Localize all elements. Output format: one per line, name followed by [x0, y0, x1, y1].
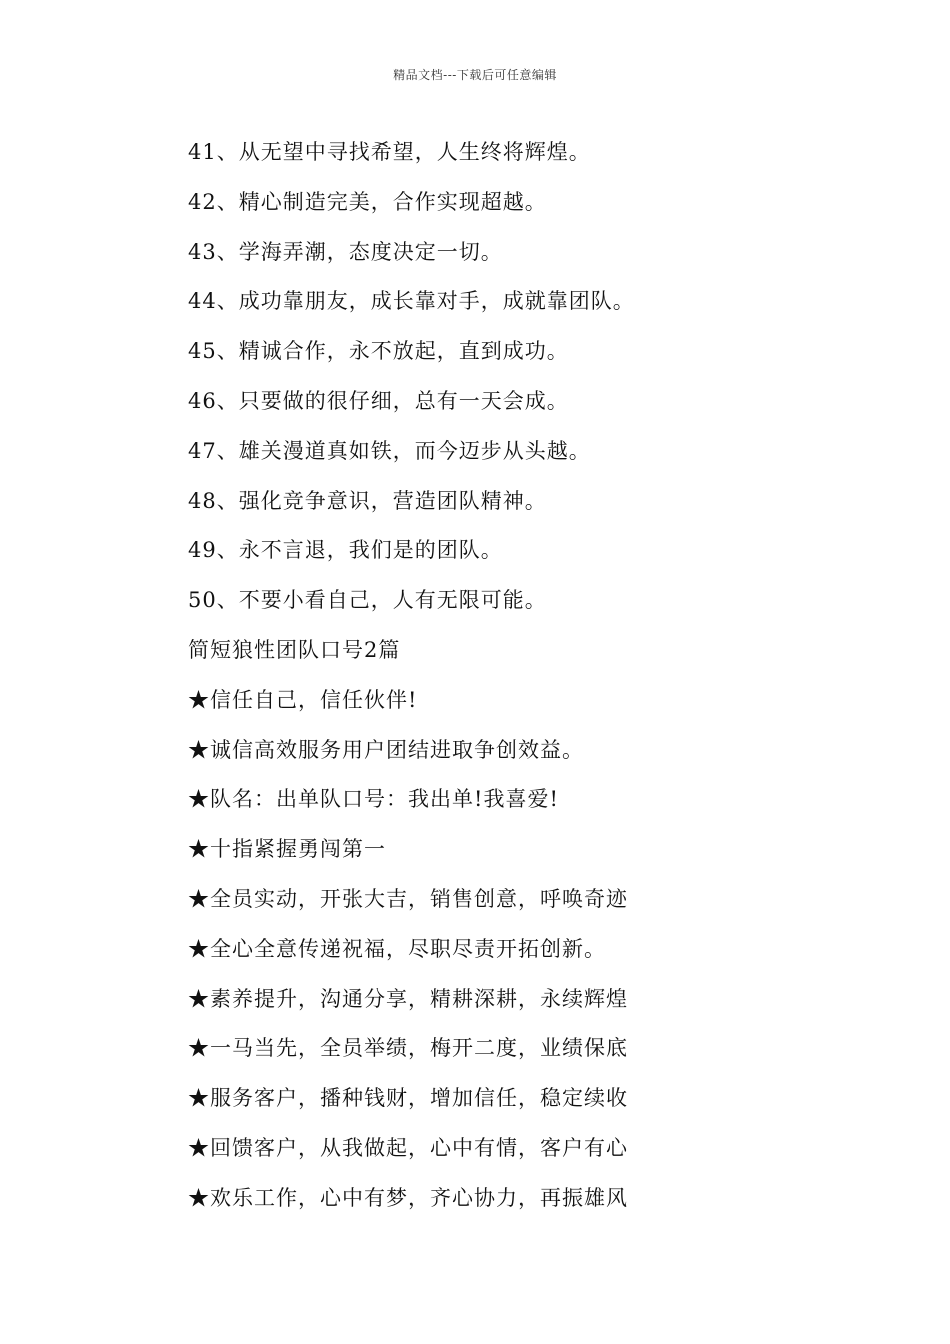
slogan-line: ★信任自己，信任伙伴!: [188, 687, 418, 712]
slogan-line: ★服务客户，播种钱财，增加信任，稳定续收: [188, 1086, 628, 1111]
slogan-line: 42、精心制造完美，合作实现超越。: [188, 189, 547, 214]
section-heading: 简短狼性团队口号2篇: [188, 637, 401, 662]
slogan-line: 50、不要小看自己，人有无限可能。: [188, 588, 547, 613]
page-header: 精品文档---下载后可任意编辑: [393, 68, 557, 82]
slogan-line: ★欢乐工作，心中有梦，齐心协力，再振雄风: [188, 1185, 628, 1210]
slogan-line: 43、学海弄潮，态度决定一切。: [188, 239, 503, 264]
slogan-line: ★一马当先，全员举绩，梅开二度，业绩保底: [188, 1036, 628, 1061]
slogan-line: ★素养提升，沟通分享，精耕深耕，永续辉煌: [188, 986, 628, 1011]
slogan-line: 41、从无望中寻找希望，人生终将辉煌。: [188, 140, 591, 164]
slogan-line: ★十指紧握勇闯第一: [188, 837, 386, 862]
slogan-line: 49、永不言退，我们是的团队。: [188, 538, 503, 563]
slogan-line: ★回馈客户，从我做起，心中有情，客户有心: [188, 1135, 628, 1160]
slogan-line: ★诚信高效服务用户团结进取争创效益。: [188, 737, 584, 762]
slogan-line: ★全员实动，开张大吉，销售创意，呼唤奇迹: [188, 886, 628, 911]
slogan-line: 44、成功靠朋友，成长靠对手，成就靠团队。: [188, 289, 635, 314]
slogan-line: ★队名：出单队口号：我出单!我喜爱!: [188, 787, 559, 812]
slogan-line: ★全心全意传递祝福，尽职尽责开拓创新。: [188, 936, 606, 961]
document-body: [188, 128, 788, 1224]
slogan-line: 47、雄关漫道真如铁，而今迈步从头越。: [188, 438, 591, 463]
slogan-line: 48、强化竞争意识，营造团队精神。: [188, 488, 547, 513]
slogan-line: 46、只要做的很仔细，总有一天会成。: [188, 388, 569, 413]
slogan-line: 45、精诚合作，永不放起，直到成功。: [188, 339, 569, 364]
